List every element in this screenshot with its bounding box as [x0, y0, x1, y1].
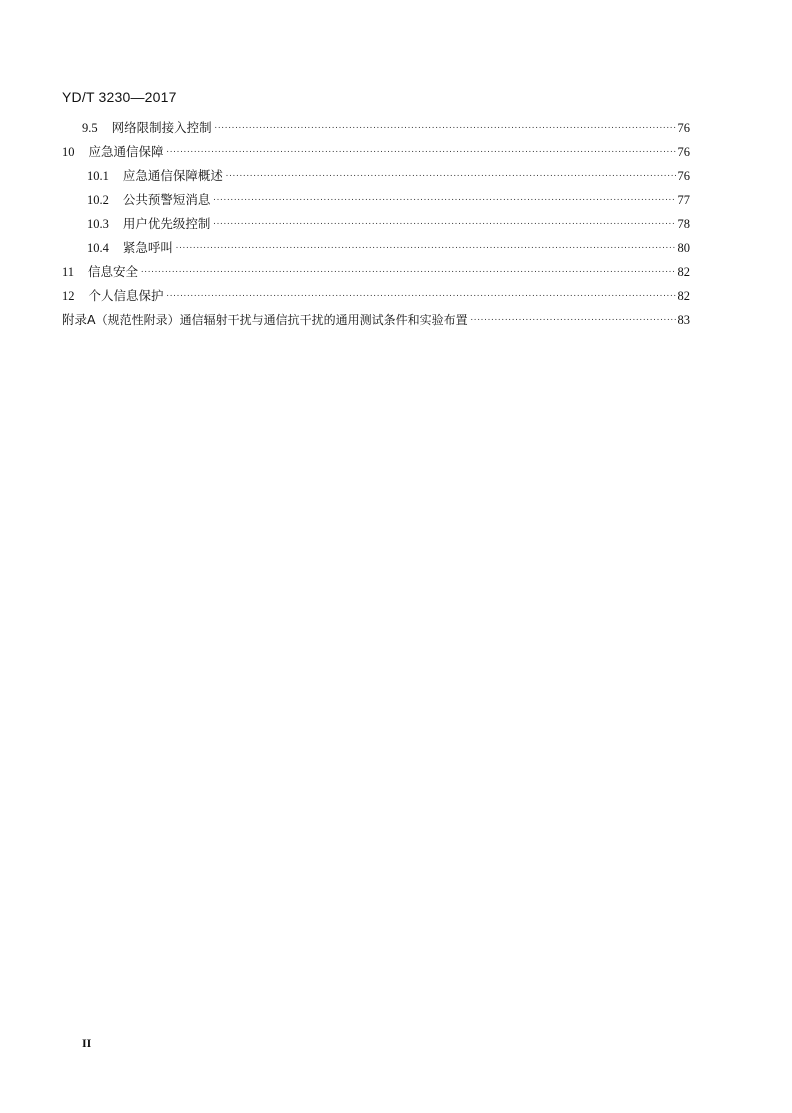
toc-leader-dots [167, 285, 676, 301]
page-number-footer: II [82, 1036, 92, 1050]
toc-leader-dots [141, 261, 675, 277]
toc-entry-page: 82 [677, 265, 690, 279]
toc-entry-title: （规范性附录）通信辐射干扰与通信抗干扰的通用测试条件和实验布置 [95, 313, 468, 327]
toc-entry-number: 9.5 [82, 121, 98, 135]
toc-entry-page: 78 [677, 217, 690, 231]
toc-entry-title: 用户优先级控制 [122, 216, 211, 231]
toc-entry-10-3[interactable] [87, 212, 690, 232]
toc-entry-appendix-a[interactable] [62, 308, 690, 328]
toc-leader-dots [176, 237, 676, 253]
toc-leader-dots [471, 309, 676, 325]
toc-entry-title: 信息安全 [88, 264, 139, 279]
toc-entry-number: 10.2 [87, 193, 109, 207]
toc-entry-title: 应急通信保障 [88, 144, 164, 159]
toc-entry-number: 10 [62, 145, 75, 159]
toc-entry-page: 76 [677, 169, 690, 183]
toc-entry-title: 应急通信保障概述 [122, 168, 223, 183]
toc-entry-10-2[interactable] [87, 188, 690, 208]
toc-entry-title: 紧急呼叫 [122, 240, 173, 255]
toc-entry-9-5[interactable] [82, 116, 690, 136]
toc-leader-dots [167, 141, 676, 157]
toc-entry-page: 82 [677, 289, 690, 303]
toc-entry-number: 附录A [62, 312, 96, 327]
toc-entry-10[interactable] [62, 140, 690, 160]
toc-entry-page: 76 [677, 121, 690, 135]
toc-entry-number: 12 [62, 289, 75, 303]
toc-entry-page: 80 [677, 241, 690, 255]
toc-leader-dots [213, 213, 675, 229]
toc-leader-dots [213, 189, 675, 205]
toc-entry-title: 网络限制接入控制 [111, 120, 212, 135]
toc-entry-number: 10.4 [87, 241, 109, 255]
toc-entry-number: 10.1 [87, 169, 109, 183]
toc-entry-title: 个人信息保护 [88, 288, 164, 303]
toc-entry-10-4[interactable] [87, 236, 690, 256]
toc-entry-title: 公共预警短消息 [122, 192, 211, 207]
toc-entry-page: 77 [677, 193, 690, 207]
toc-entry-10-1[interactable] [87, 164, 690, 184]
toc-entry-number: 11 [62, 265, 75, 279]
toc-entry-12[interactable] [62, 284, 690, 304]
toc-entry-number: 10.3 [87, 217, 109, 231]
document-code-header: YD/T 3230—2017 [62, 89, 177, 105]
toc-leader-dots [215, 117, 676, 133]
toc-leader-dots [226, 165, 676, 181]
toc-entry-page: 83 [677, 313, 690, 327]
toc-entry-page: 76 [677, 145, 690, 159]
toc-entry-11[interactable] [62, 260, 690, 280]
